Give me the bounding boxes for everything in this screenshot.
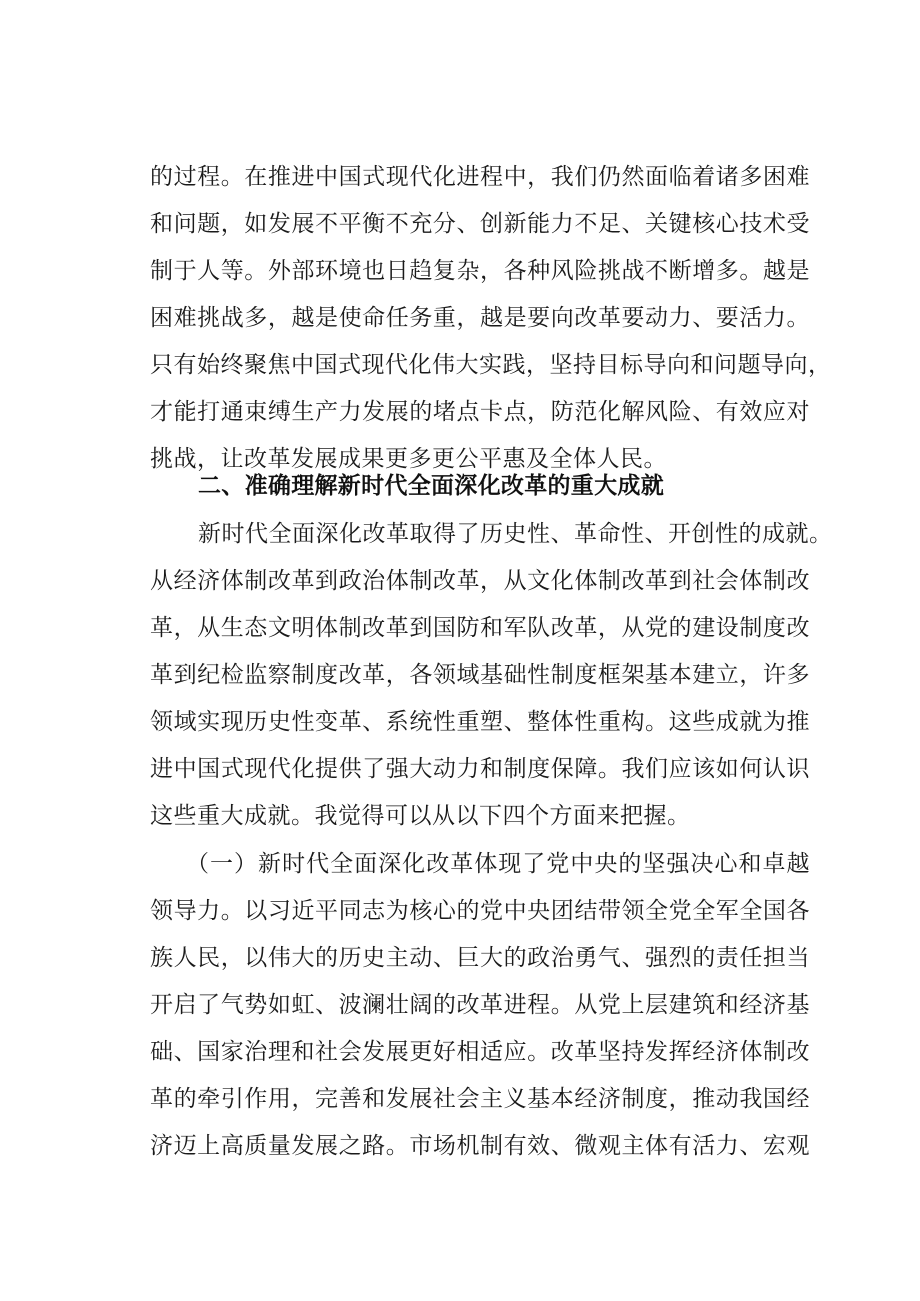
section-heading: 二、准确理解新时代全面深化改革的重大成就 [198, 473, 664, 499]
paragraph-line: 制于人等。外部环境也日趋复杂，各种风险挑战不断增多。越是 [150, 258, 810, 284]
paragraph-line: 困难挑战多，越是使命任务重，越是要向改革要动力、要活力。 [150, 305, 810, 331]
paragraph-line: 和问题，如发展不平衡不充分、创新能力不足、关键核心技术受 [150, 211, 810, 237]
paragraph-line: 领域实现历史性变革、系统性重塑、整体性重构。这些成就为推 [150, 709, 810, 735]
paragraph-line: 才能打通束缚生产力发展的堵点卡点，防范化解风险、有效应对 [150, 399, 810, 425]
paragraph-line: 从经济体制改革到政治体制改革，从文化体制改革到社会体制改 [150, 568, 810, 594]
paragraph-line: 济迈上高质量发展之路。市场机制有效、微观主体有活力、宏观 [150, 1133, 810, 1159]
paragraph-line: 这些重大成就。我觉得可以从以下四个方面来把握。 [150, 803, 691, 829]
paragraph-line: 础、国家治理和社会发展更好相适应。改革坚持发挥经济体制改 [150, 1039, 810, 1065]
paragraph-line: 革，从生态文明体制改革到国防和军队改革，从党的建设制度改 [150, 615, 810, 641]
subsection-heading-line: （一）新时代全面深化改革体现了党中央的坚强决心和卓越 [186, 851, 810, 877]
paragraph-line: 进中国式现代化提供了强大动力和制度保障。我们应该如何认识 [150, 756, 810, 782]
paragraph-line: 族人民，以伟大的历史主动、巨大的政治勇气、强烈的责任担当 [150, 945, 810, 971]
paragraph-line: 开启了气势如虹、波澜壮阔的改革进程。从党上层建筑和经济基 [150, 992, 810, 1018]
paragraph-line: 只有始终聚焦中国式现代化伟大实践，坚持目标导向和问题导向， [150, 352, 832, 378]
paragraph-line: 新时代全面深化改革取得了历史性、革命性、开创性的成就。 [198, 521, 833, 547]
paragraph-line: 挑战，让改革发展成果更多更公平惠及全体人民。 [150, 446, 667, 472]
paragraph-line: 革的牵引作用，完善和发展社会主义基本经济制度，推动我国经 [150, 1086, 810, 1112]
paragraph-line: 领导力。以习近平同志为核心的党中央团结带领全党全军全国各 [150, 898, 810, 924]
paragraph-line: 的过程。在推进中国式现代化进程中，我们仍然面临着诸多困难 [150, 164, 810, 190]
paragraph-line: 革到纪检监察制度改革，各领域基础性制度框架基本建立，许多 [150, 662, 810, 688]
